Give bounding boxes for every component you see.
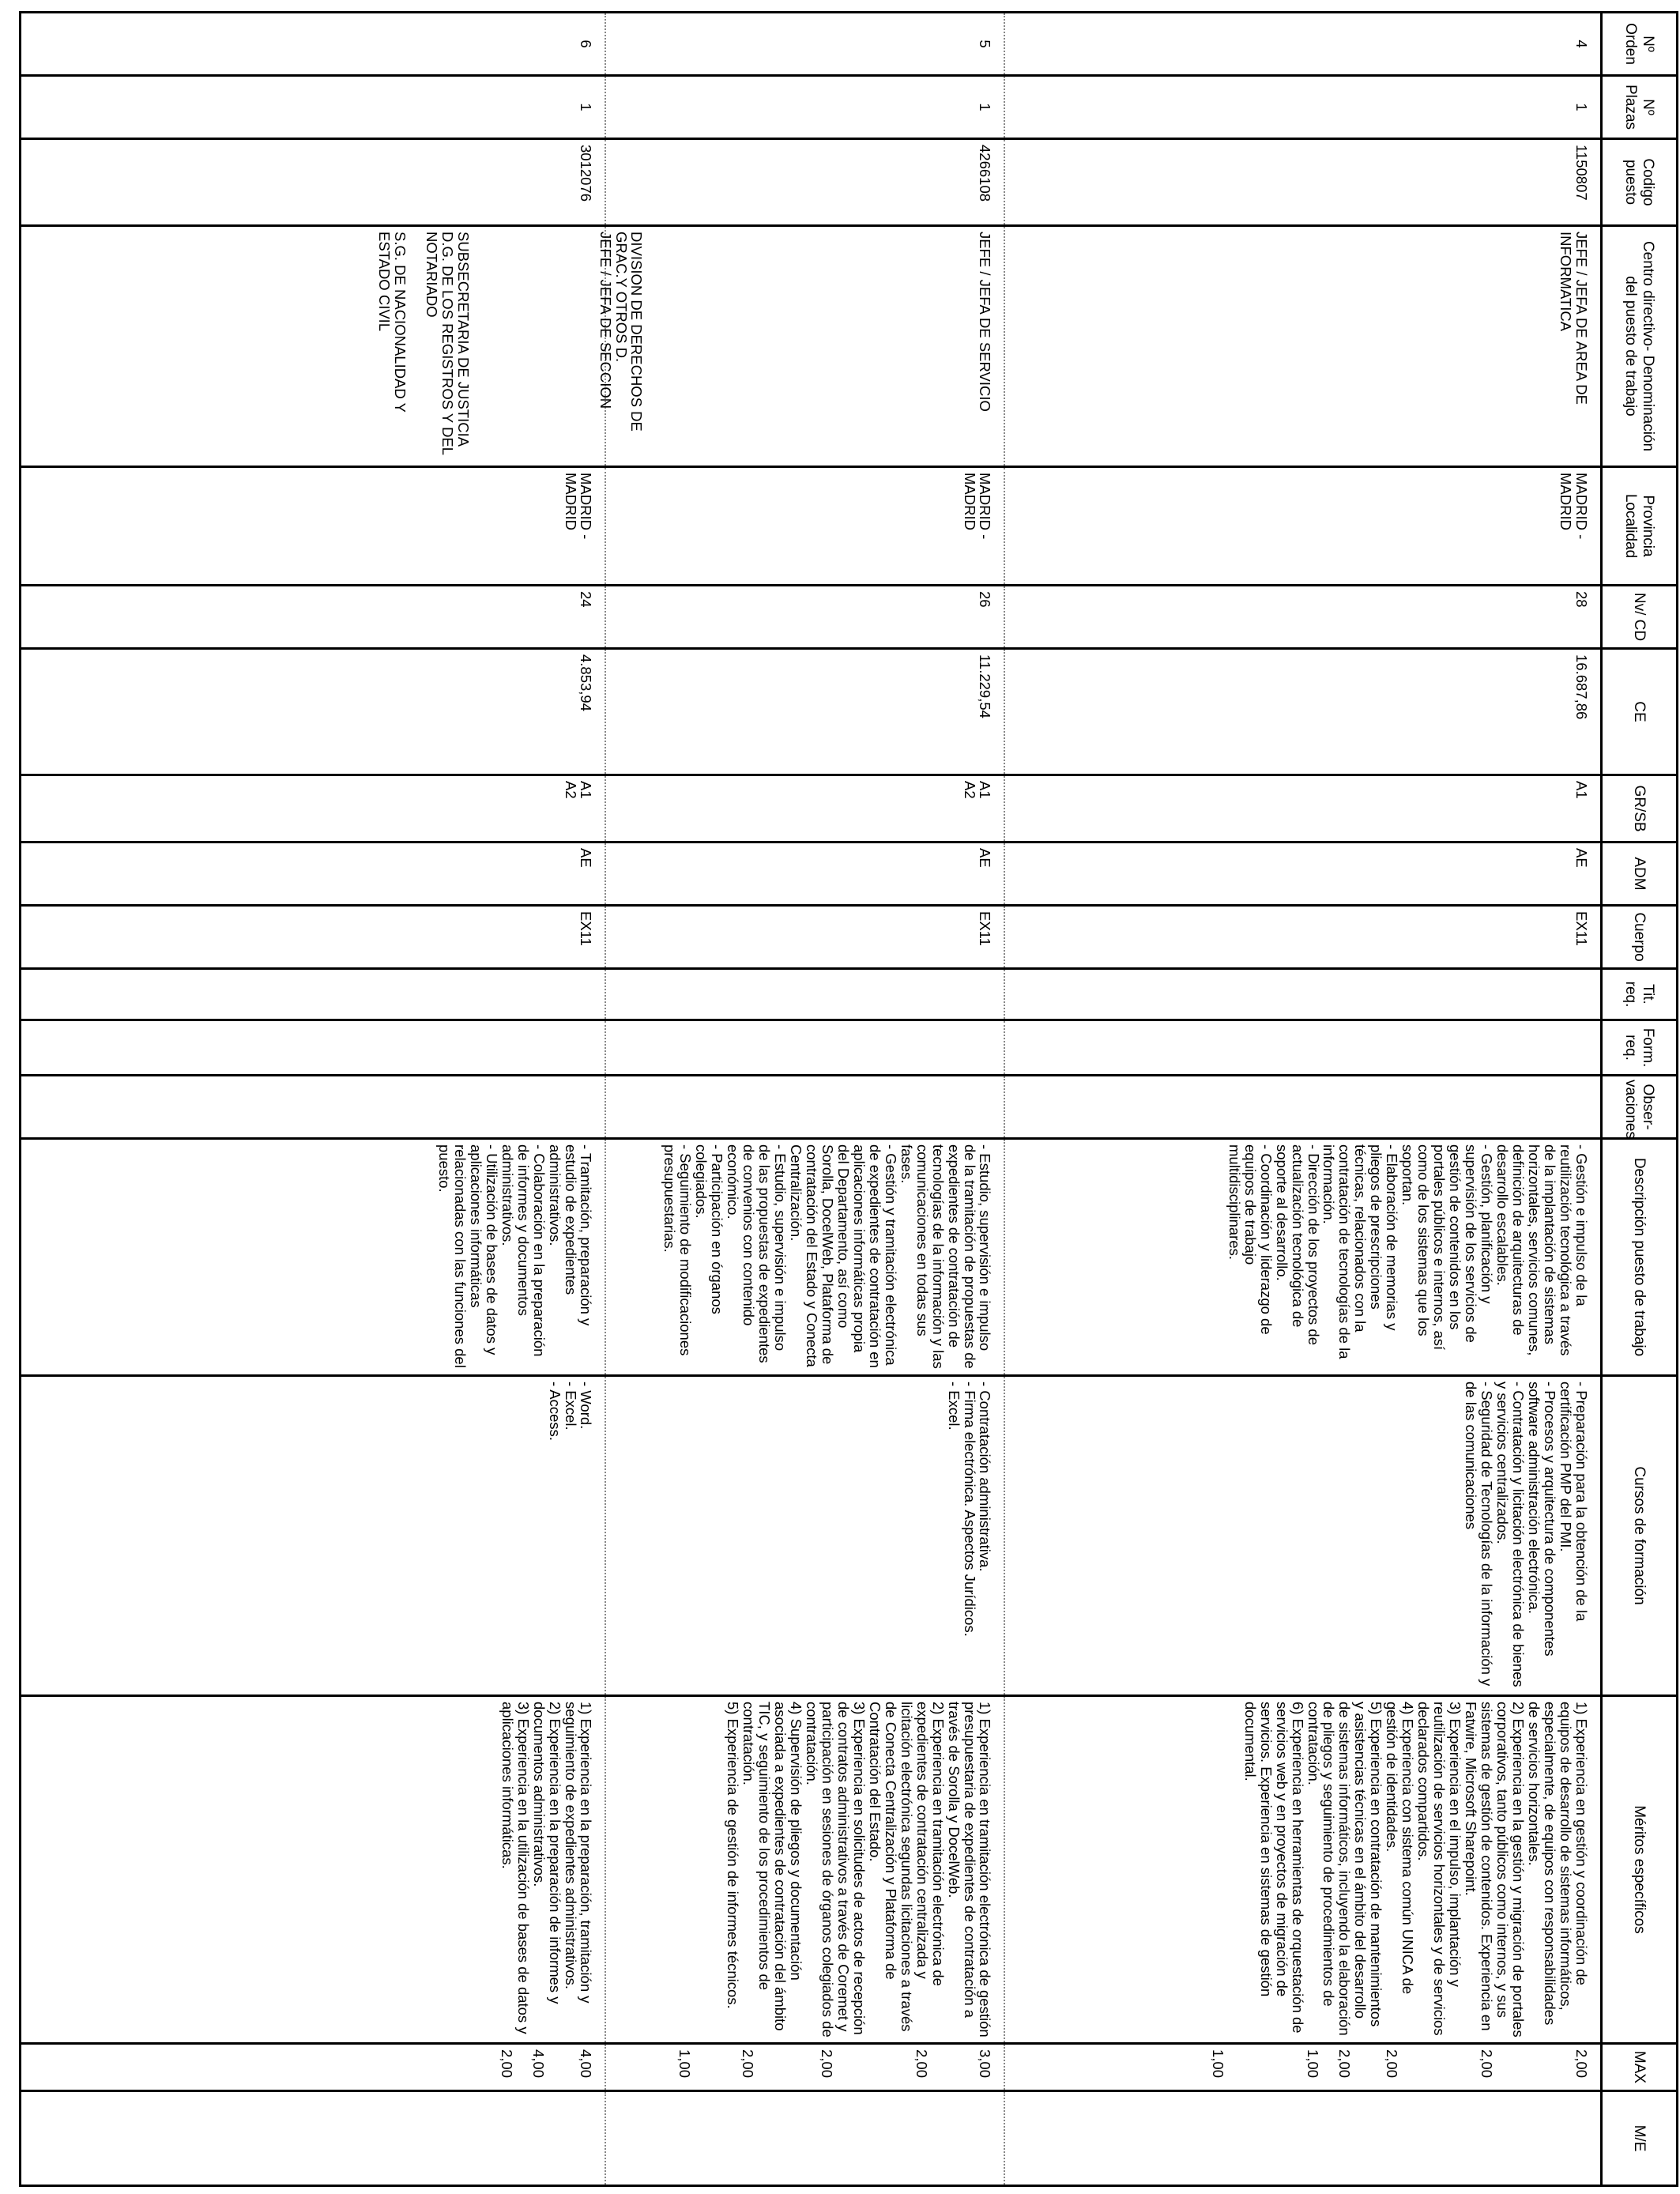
header-cursos: Cursos de formación — [1602, 1376, 1678, 1696]
header-cuerpo: Cuerpo — [1602, 906, 1678, 969]
cell-plazas: 1 — [21, 76, 606, 139]
header-grsb: GR/SB — [1602, 775, 1678, 843]
header-row — [1602, 13, 1678, 2186]
header-tit: Tit. req. — [1602, 969, 1678, 1020]
positions-table — [19, 11, 1678, 2187]
header-meritos: Méritos específicos — [1602, 1696, 1678, 2044]
cell-plazas: 1 — [606, 76, 1005, 139]
cell-centro — [21, 226, 646, 467]
header-observaciones: Obser- vaciones — [1602, 1076, 1678, 1139]
cell-descripcion: - Tramitación, preparación y estudio de expedientes administrativos. - Colaboración en la preparación de informes y documentos administrativos. - Utilización de bases de datos y aplicaciones informáticas relacionadas con las funciones del puesto. — [21, 1139, 606, 1376]
merito-item: 1) Experiencia en gestión y coordinación de equipos de desarrollo de sistemas informáticos, especialmente, de equipos con responsabilidades de servicios horizontales. — [1526, 1702, 1590, 2026]
cell-provincia: MADRID - MADRID — [21, 467, 606, 586]
table-row — [21, 13, 606, 2186]
cell-form — [606, 1020, 1005, 1076]
header-orden: Nº Orden — [1602, 13, 1678, 76]
max-value: 2,00 — [1384, 2049, 1400, 2079]
merito-item: 2) Experiencia en la preparación de informes y documentos administrativos. — [530, 1702, 563, 2004]
cell-cuerpo: EX11 — [606, 906, 1005, 969]
max-value: 2,00 — [819, 2049, 836, 2079]
cell-provincia: MADRID - MADRID — [1005, 467, 1602, 586]
merito-item: 4) Supervisión de pliegos y documentación asociada a expedientes de contratación del ámbito TIC, y seguimiento de los procedimientos de contratación. — [740, 1702, 804, 2031]
cell-nivel: 28 — [1005, 586, 1602, 649]
header-nivel: Nv/ CD — [1602, 586, 1678, 649]
merito-item: 6) Experiencia en herramientas de orquestación de servicios web y en proyectos de migración de servicios. Experiencia en sistemas de gestión documental. — [1241, 1702, 1306, 2034]
header-me: M/E — [1602, 2091, 1678, 2186]
header-plazas: Nº Plazas — [1602, 76, 1678, 139]
header-ce: CE — [1602, 649, 1678, 775]
cell-orden: 4 — [1005, 13, 1602, 76]
cell-cursos: - Word. - Excel. - Access. — [21, 1376, 606, 1696]
header-adm: ADM — [1602, 843, 1678, 906]
max-value: 3,00 — [977, 2049, 994, 2079]
cell-grsb: A1 A2 — [21, 775, 606, 843]
cell-orden: 5 — [606, 13, 1005, 76]
cell-codigo: 4266108 — [606, 139, 1005, 226]
header-max: MAX — [1602, 2044, 1678, 2091]
cell-provincia: MADRID - MADRID — [606, 467, 1005, 586]
merito-item: 1) Experiencia en tramitación electrónica de gestión presupuestaria de expedientes de contratación a través de Sorolla y DocelWeb. — [945, 1702, 994, 2038]
cell-max — [1005, 2044, 1602, 2091]
cell-cuerpo: EX11 — [1005, 906, 1602, 969]
cell-max — [21, 2044, 606, 2091]
merito-item: 1) Experiencia en la preparación, tramitación y seguimiento de expedientes administrativos. — [562, 1702, 595, 2004]
merito-item: 2) Experiencia en la gestión y migración de portales corporativos, tanto públicos como internos, y sus sistemas de gestión de contenidos. Experiencia en Fatwire, Microsoft Sharepoint. — [1463, 1702, 1527, 2038]
cell-me — [1005, 2091, 1602, 2186]
cell-tit — [606, 969, 1005, 1020]
cell-observaciones — [606, 1076, 1005, 1139]
max-value: 2,00 — [499, 2049, 516, 2079]
merito-item: 2) Experiencia en tramitación electrónica de expedientes de contratación centralizada y licitación electrónica segundas licitaciones a través de Conecta Centralización y Plataforma de Contratación del Estado. — [866, 1702, 947, 2032]
cell-ce: 16.687,86 — [1005, 649, 1602, 775]
header-form: Form. req. — [1602, 1020, 1678, 1076]
cell-meritos — [21, 1696, 606, 2044]
max-value: 1,00 — [676, 2049, 694, 2079]
centro-denominacion: JEFE / JEFA DE AREA DE INFORMATICA — [1558, 232, 1590, 405]
cell-meritos — [1005, 1696, 1602, 2044]
cell-observaciones — [21, 1076, 606, 1139]
cell-centro — [606, 226, 1005, 467]
cell-me — [606, 2091, 1005, 2186]
cell-nivel: 24 — [21, 586, 606, 649]
header-provincia: Provincia Localidad — [1602, 467, 1678, 586]
cell-codigo: 1150807 — [1005, 139, 1602, 226]
cell-plazas: 1 — [1005, 76, 1602, 139]
header-codigo: Codigo puesto — [1602, 139, 1678, 226]
cell-meritos — [606, 1696, 1005, 2044]
centro-denominacion: JEFE / JEFA DE SERVICIO — [977, 232, 994, 412]
cell-ce: 11.229,54 — [606, 649, 1005, 775]
cell-grsb: A1 A2 — [606, 775, 1005, 843]
cell-cursos: - Preparación para la obtención de la certificación PMP del PMI. - Procesos y arquitectura de componentes software administración electrónica. - Contratación y licitación electrónica de bienes y servicios centralizados. - Seguridad de Tecnologías de la información y de las comunicaciones — [1005, 1376, 1602, 1696]
cell-observaciones — [1005, 1076, 1602, 1139]
cell-orden: 6 — [21, 13, 606, 76]
centro-prefix: DIVISION DE DERECHOS DE GRAC.Y OTROS D. — [612, 232, 646, 432]
cell-tit — [1005, 969, 1602, 1020]
max-value: 2,00 — [1336, 2049, 1353, 2079]
max-value: 1,00 — [1305, 2049, 1321, 2079]
cell-centro — [1005, 226, 1602, 467]
cell-nivel: 26 — [606, 586, 1005, 649]
cell-descripcion: - Gestión e impulso de la reutilización tecnológica a través de la implantación de sistemas horizontales, servicios comunes, definición de arquitecturas de desarrollo escalables. - Gestión, planificación y supervisión de los servicios de gestión de contenidos en los portales públicos e internos, así como de los sistemas que los soportan. - Elaboración de memorias y pliegos de prescripciones técnicas, relacionados con la contratación de tecnologías de la información. - Dirección de los proyectos de actualización tecnológica de soporte al desarrollo. - Coordinación y liderazgo de equipos de trabajo multidisciplinares. — [1005, 1139, 1602, 1376]
cell-ce: 4.853,94 — [21, 649, 606, 775]
cell-adm: AE — [606, 843, 1005, 906]
merito-item: 3) Experiencia en el impulso, implantación y reutilización de servicios horizontales y de servicios declarados compartidos. — [1415, 1702, 1464, 2036]
table-row — [1005, 13, 1602, 2186]
max-value: 4,00 — [530, 2049, 548, 2079]
centro-organizacion: SUBSECRETARIA DE JUSTICIA D.G. DE LOS REGISTROS Y DEL NOTARIADO S.G. DE NACIONALIDAD Y ESTADO CIVIL — [375, 232, 472, 455]
merito-item: 4) Experiencia con sistema común UNICA de gestión de identidades. — [1384, 1702, 1417, 1995]
cell-codigo: 3012076 — [21, 139, 606, 226]
cell-grsb: A1 — [1005, 775, 1602, 843]
header-centro: Centro directivo- Denominación del puesto de trabajo — [1602, 226, 1678, 467]
cell-max — [606, 2044, 1005, 2091]
merito-item: 5) Experiencia en contratación de mantenimientos y asistencias técnicas en el ámbito del desarrollo de sistemas informáticos, incluyendo la elaboración de pliegos y seguimiento de procedimientos de contratación. — [1305, 1702, 1385, 2036]
merito-item: 3) Experiencia en solicitudes de actos de recepción de contratos administrativos a través de Coremet y participación en sesiones de órganos colegiados de contratación. — [803, 1702, 868, 2038]
max-value: 2,00 — [740, 2049, 757, 2079]
header-descripcion: Descripción puesto de trabajo — [1602, 1139, 1678, 1376]
max-value: 4,00 — [578, 2049, 595, 2079]
cell-cuerpo: EX11 — [21, 906, 606, 969]
max-value: 2,00 — [1573, 2049, 1590, 2079]
cell-cursos: - Contratación administrativa. - Firma electrónica. Aspectos Jurídicos. - Excel. — [606, 1376, 1005, 1696]
merito-item: 5) Experiencia de gestión de informes técnicos. — [725, 1702, 741, 2009]
cell-tit — [21, 969, 606, 1020]
cell-me — [21, 2091, 606, 2186]
cell-form — [1005, 1020, 1602, 1076]
max-value: 2,00 — [913, 2049, 931, 2079]
max-value: 2,00 — [1478, 2049, 1495, 2079]
cell-form — [21, 1020, 606, 1076]
merito-item: 3) Experiencia en la utilización de bases de datos y aplicaciones informáticas. — [499, 1702, 532, 2034]
cell-descripcion: - Estudio, supervisión e impulso de la tramitación de propuestas de expedientes de contratación de tecnologías de la información y las comunicaciones en todas sus fases. - Gestión y tramitación electrónica de expedientes de contratación en aplicaciones informáticas propia del Departamento, así como Sorolla, DocelWeb, Plataforma de contratación del Estado y Conecta Centralización. - Estudio, supervisión e impulso de las propuestas de expedientes de convenios con contenido económico. - Participación en órganos colegiados. - Seguimiento de modificaciones presupuestarias. — [606, 1139, 1005, 1376]
table-row — [606, 13, 1005, 2186]
cell-adm: AE — [1005, 843, 1602, 906]
cell-adm: AE — [21, 843, 606, 906]
max-value: 1,00 — [1210, 2049, 1226, 2079]
centro-denominacion: JEFE / JEFA DE SECCION — [597, 232, 614, 409]
